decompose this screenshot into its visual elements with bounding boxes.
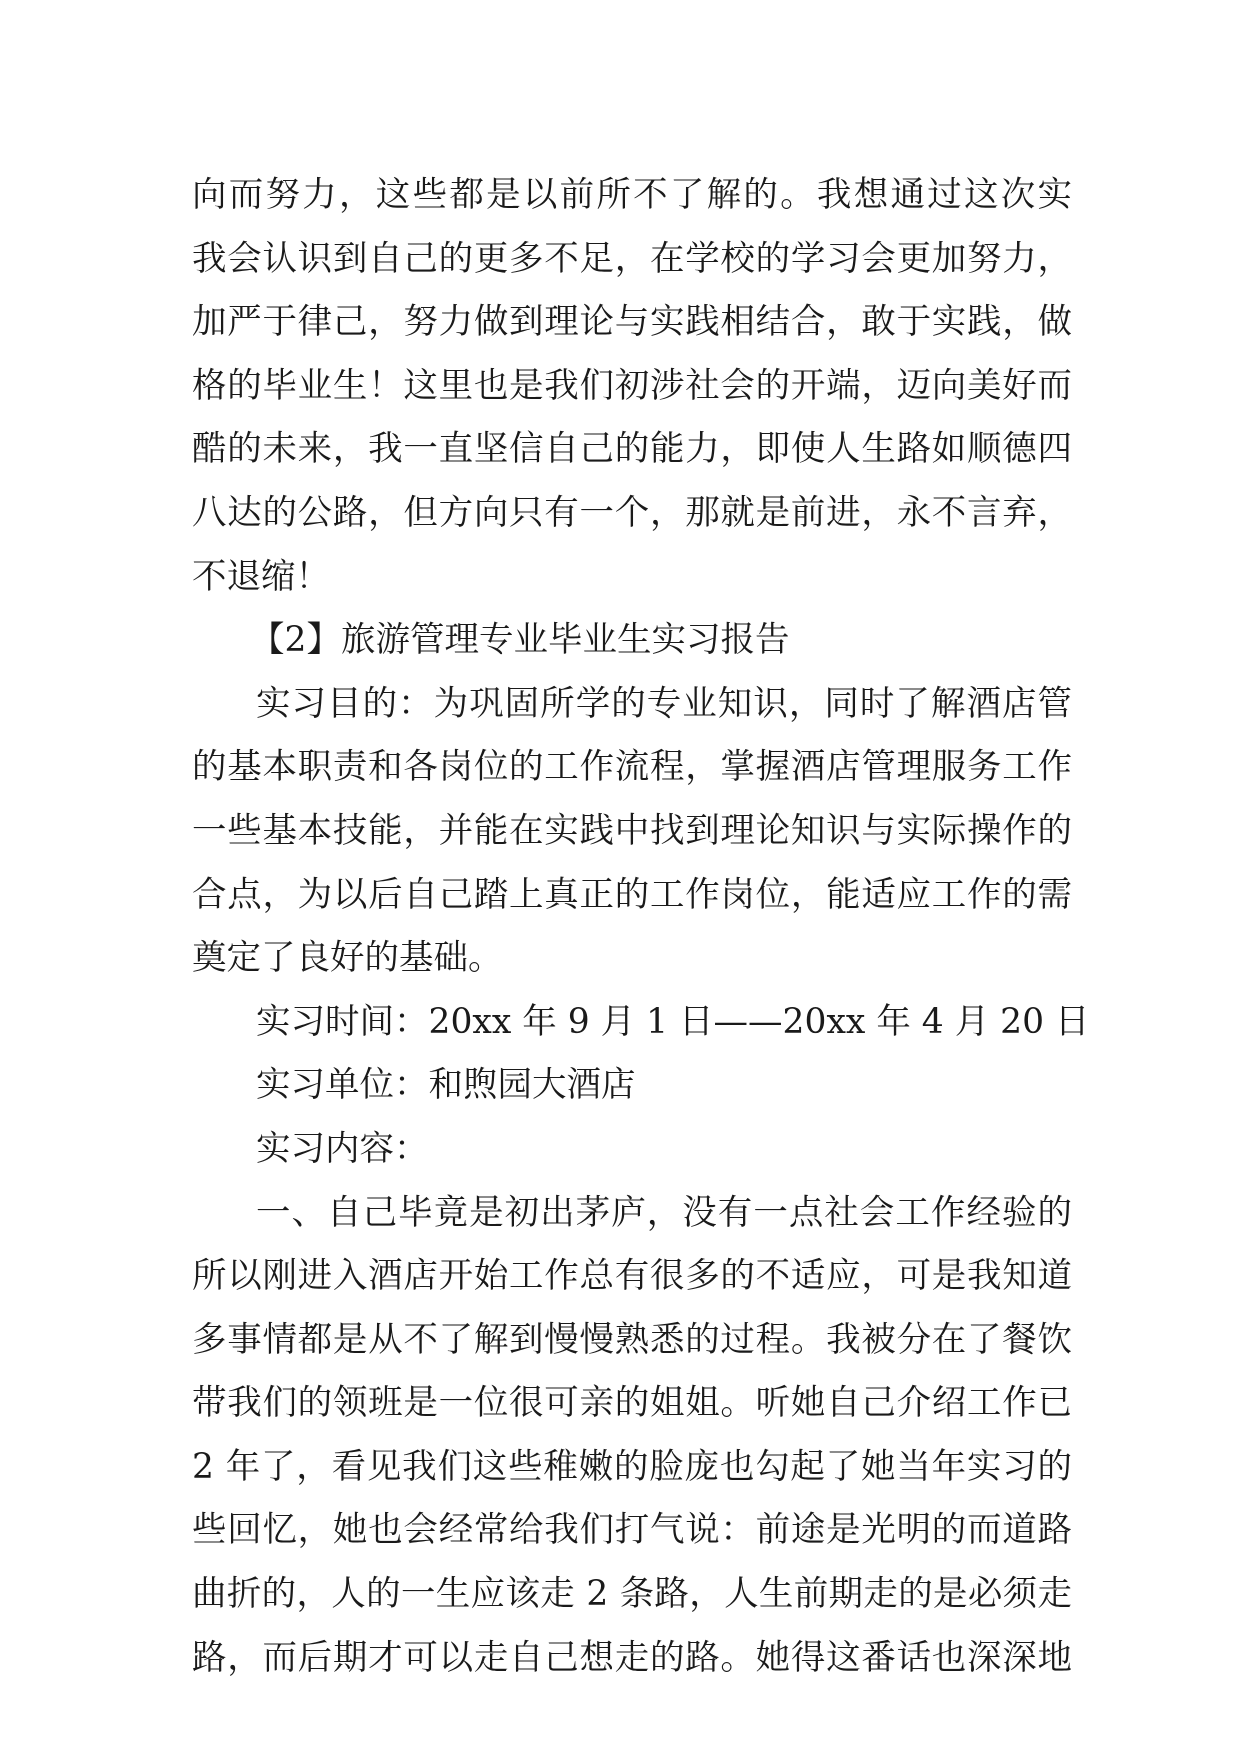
text-line: 曲折的，人的一生应该走 2 条路，人生前期走的是必须走 bbox=[192, 1574, 1072, 1615]
text-line: 不退缩！ bbox=[192, 556, 330, 597]
text-line: 奠定了良好的基础。 bbox=[192, 938, 503, 979]
text-line: 实习目的：为巩固所学的专业知识，同时了解酒店管 bbox=[256, 683, 1072, 724]
section-heading: 【2】旅游管理专业毕业生实习报告 bbox=[250, 620, 790, 661]
document-body bbox=[192, 164, 1090, 1690]
text-line: 八达的公路，但方向只有一个，那就是前进，永不言弃， bbox=[192, 492, 1072, 533]
text-line: 带我们的领班是一位很可亲的姐姐。听她自己介绍工作已 bbox=[192, 1383, 1072, 1424]
text-line: 2 年了，看见我们这些稚嫩的脸庞也勾起了她当年实习的 bbox=[192, 1446, 1072, 1487]
text-line: 实习内容： bbox=[256, 1128, 429, 1169]
text-line: 我会认识到自己的更多不足，在学校的学习会更加努力， bbox=[192, 238, 1072, 279]
text-line: 加严于律己，努力做到理论与实践相结合，敢于实践，做 bbox=[192, 302, 1072, 343]
text-line: 格的毕业生！这里也是我们初涉社会的开端，迈向美好而 bbox=[192, 365, 1072, 406]
text-line: 些回忆，她也会经常给我们打气说：前途是光明的而道路 bbox=[192, 1510, 1072, 1551]
text-line: 实习时间：20xx 年 9 月 1 日——20xx 年 4 月 20 日 bbox=[256, 1001, 1090, 1042]
text-line: 一些基本技能，并能在实践中找到理论知识与实际操作的 bbox=[192, 810, 1072, 851]
text-line: 多事情都是从不了解到慢慢熟悉的过程。我被分在了餐饮 bbox=[192, 1319, 1072, 1360]
text-line: 的基本职责和各岗位的工作流程，掌握酒店管理服务工作 bbox=[192, 747, 1072, 788]
text-line: 所以刚进入酒店开始工作总有很多的不适应，可是我知道 bbox=[192, 1256, 1072, 1297]
text-line: 实习单位：和煦园大酒店 bbox=[256, 1065, 636, 1106]
text-line: 酷的未来，我一直坚信自己的能力，即使人生路如顺德四 bbox=[192, 429, 1072, 470]
text-line: 合点，为以后自己踏上真正的工作岗位，能适应工作的需 bbox=[192, 874, 1072, 915]
text-line: 向而努力，这些都是以前所不了解的。我想通过这次实 bbox=[192, 175, 1072, 215]
text-line: 一、自己毕竟是初出茅庐，没有一点社会工作经验的 bbox=[256, 1192, 1072, 1233]
text-line: 路，而后期才可以走自己想走的路。她得这番话也深深地 bbox=[192, 1637, 1072, 1678]
